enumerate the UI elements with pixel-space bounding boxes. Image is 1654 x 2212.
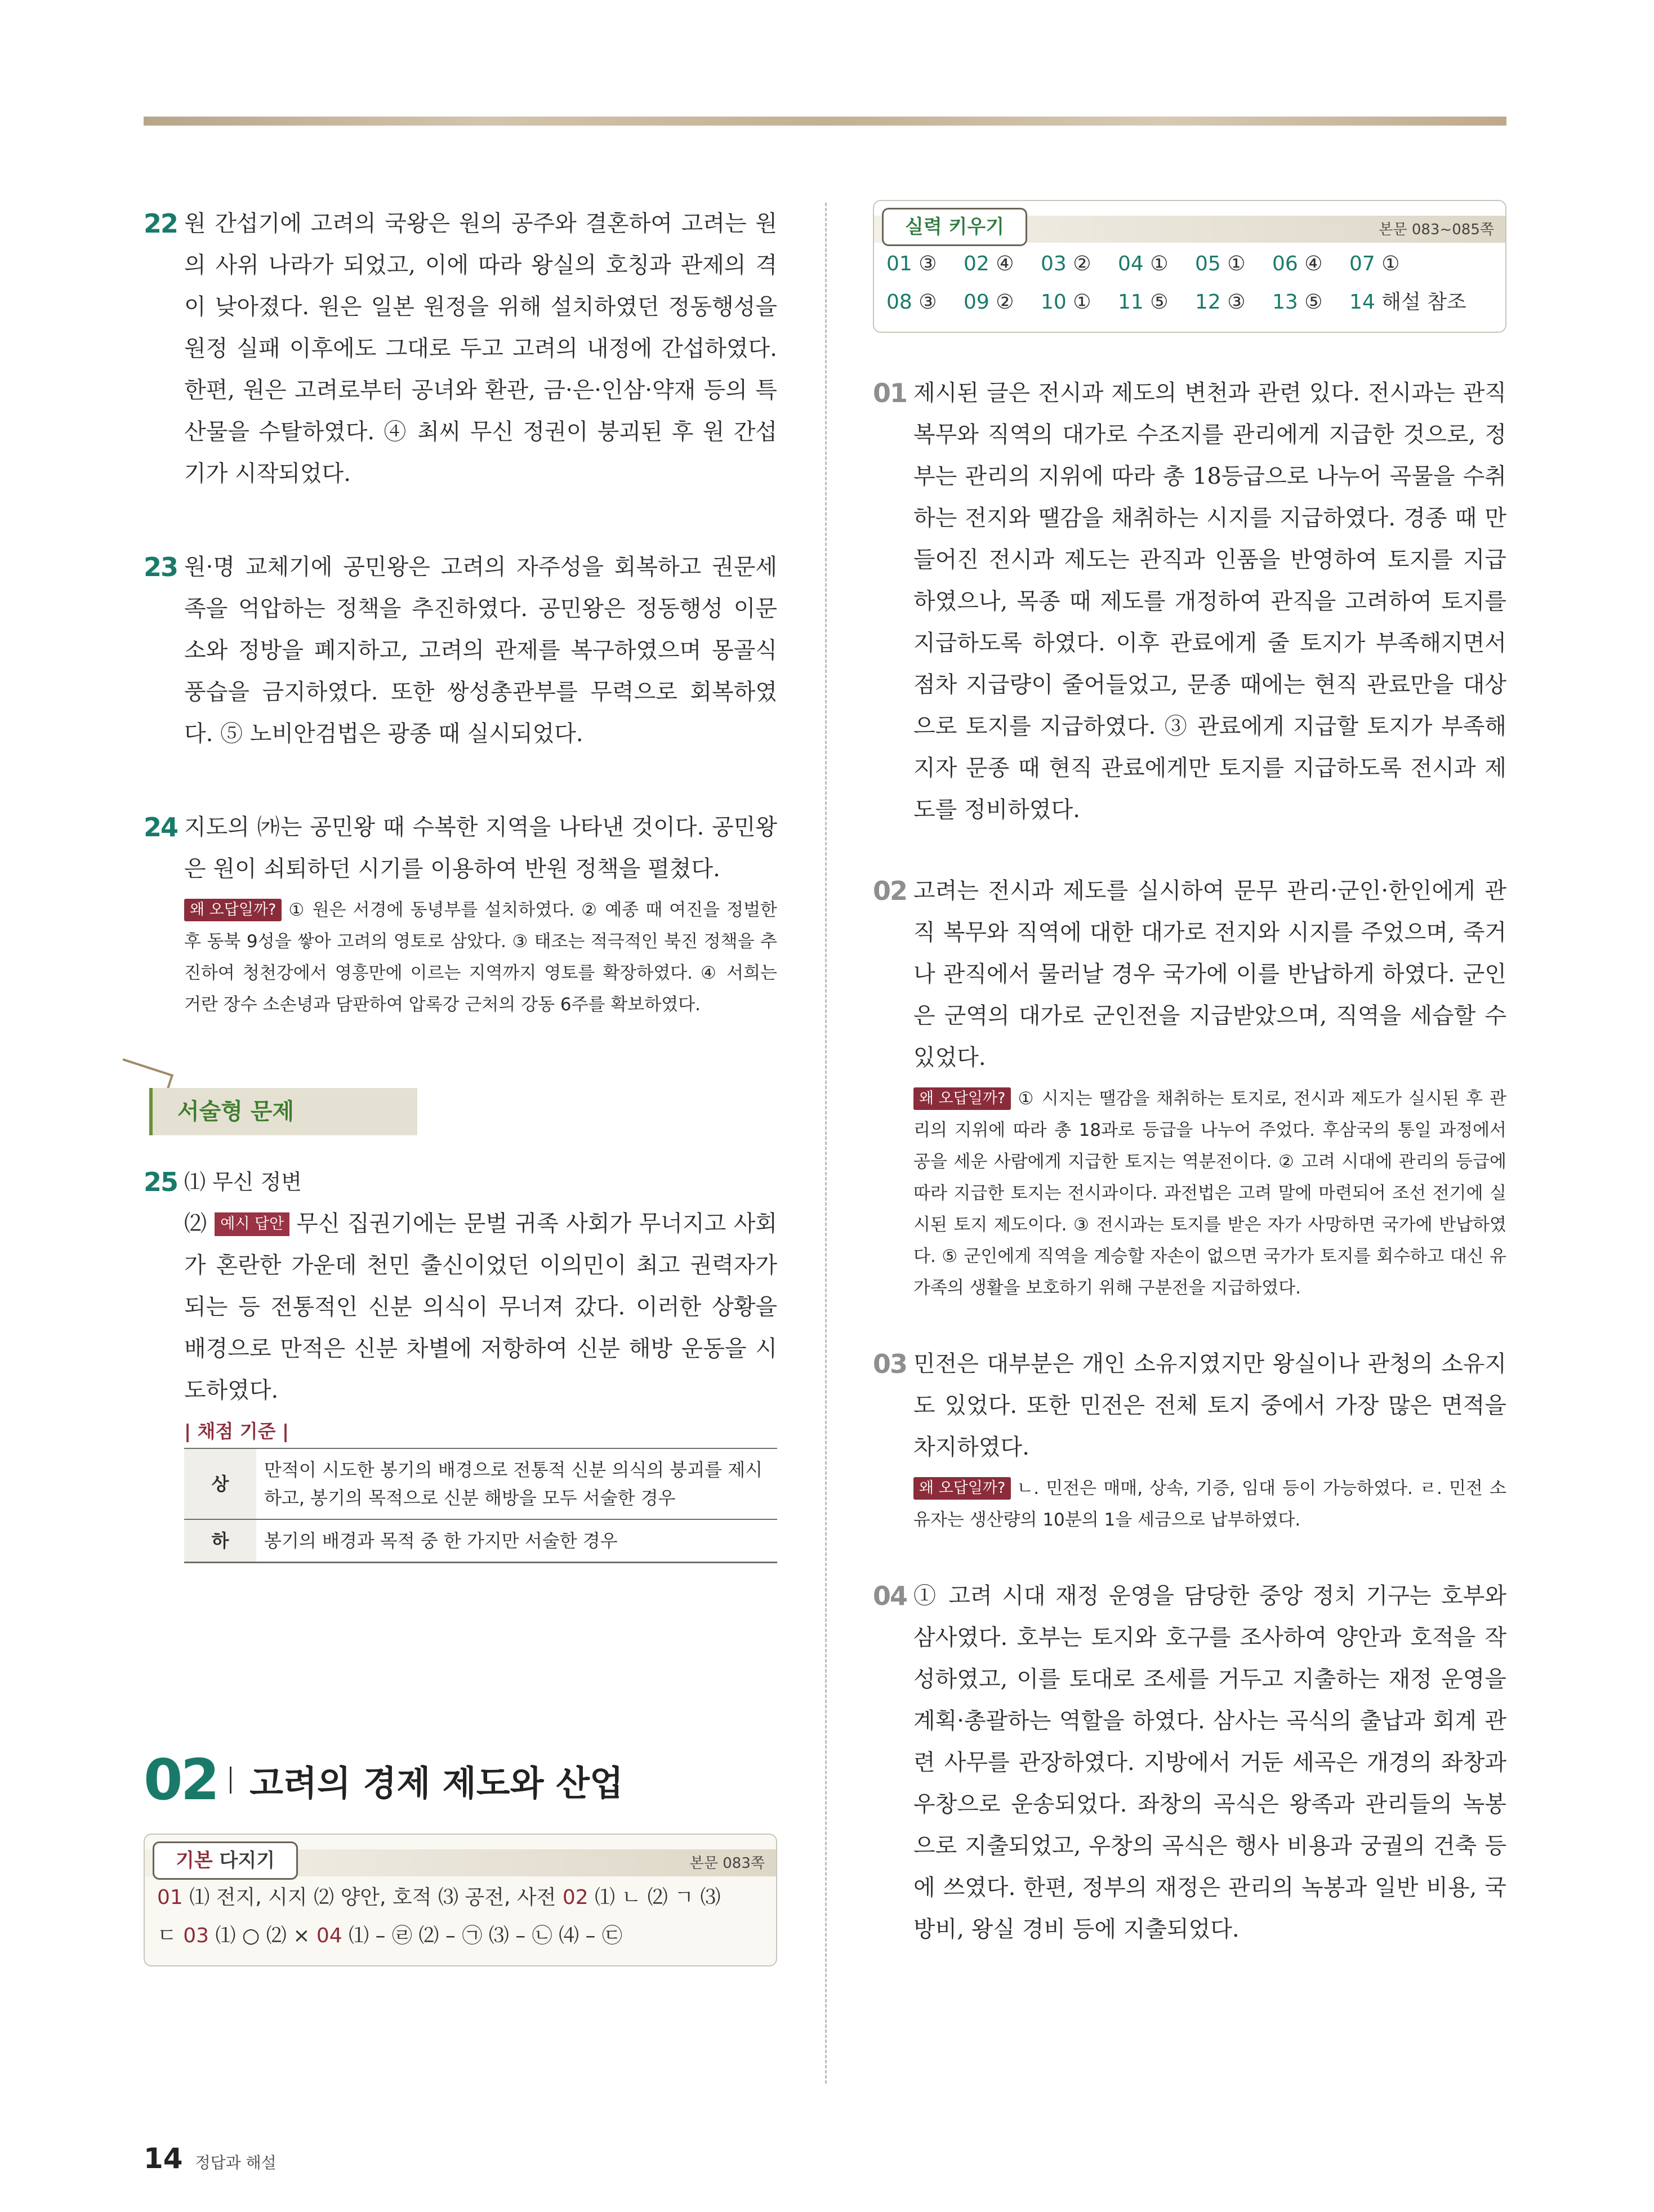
page-footer: [144, 2142, 277, 2175]
answer-03: [873, 1343, 1506, 1536]
answer-item: 13 ⑤: [1272, 291, 1323, 314]
column-divider: [825, 203, 827, 2084]
question-number: 24: [144, 812, 178, 842]
question-number: 04: [873, 1581, 907, 1611]
question-explanation: 제시된 글은 전시과 제도의 변천과 관련 있다. 전시과는 관직 복무와 직역의 대가로 수조지를 관리에게 지급한 것으로, 정부는 관리의 지위에 따라 총 18등급으로 나누어 곡물을 수취하는 전지와 땔감을 채취하는 시지를 지급하였다. 경종 때 만들어진 전시과 제도는 관직과 인품을 반영하여 토지를 지급하였으나, 목종 때 제도를 개정하여 관직을 고려하여 토지를 지급하도록 하였다. 이후 관료에게 줄 토지가 부족해지면서 점차 지급량이 줄어들었고, 문종 때에는 현직 관료만을 대상으로 토지를 지급하였다. ③ 관료에게 지급할 토지가 부족해지자 문종 때 현직 관료에게만 토지를 지급하도록 전시과 제도를 정비하였다.: [913, 380, 1506, 823]
answer-item: 09 ②: [964, 291, 1014, 314]
section-number: 02: [144, 1747, 218, 1813]
answer-item: 06 ④: [1272, 252, 1323, 275]
question-25: [144, 1161, 777, 1563]
question-number: 25: [144, 1167, 178, 1197]
answer-item: 10 ①: [1041, 291, 1091, 314]
criteria-level: 상: [184, 1448, 256, 1519]
answer-item: 07 ①: [1349, 252, 1400, 275]
question-explanation: 지도의 ㈎는 공민왕 때 수복한 지역을 나타낸 것이다. 공민왕은 원이 쇠퇴하던 시기를 이용하여 반원 정책을 펼쳤다.: [184, 814, 777, 882]
section-divider-bar: [230, 1767, 231, 1794]
example-answer-text: 무신 집권기에는 문벌 귀족 사회가 무너지고 사회가 혼란한 가운데 천민 출신이었던 이의민이 최고 권력자가 되는 등 전통적인 신분 의식이 무너져 갔다. 이러한 상황을 배경으로 만적은 신분 차별에 저항하여 신분 해방 운동을 시도하였다.: [184, 1211, 778, 1403]
section-title: 고려의 경제 제도와 산업: [249, 1762, 623, 1804]
basic-practice-box: [144, 1834, 777, 1966]
criteria-description: 봉기의 배경과 목적 중 한 가지만 서술한 경우: [256, 1519, 777, 1563]
question-explanation: 민전은 대부분은 개인 소유지였지만 왕실이나 관청의 소유지도 있었다. 또한 민전은 전체 토지 중에서 가장 많은 면적을 차지하였다.: [913, 1351, 1506, 1460]
question-number: 02: [873, 876, 907, 906]
box-label: 실력 키우기: [882, 208, 1027, 246]
answer-item: 05 ①: [1195, 252, 1246, 275]
answer-line: ㄷ 03 ⑴ ○ ⑵ × 04 ⑴ – ㉣ ⑵ – ㉠ ⑶ – ㉡ ⑷ – ㉢: [157, 1924, 622, 1947]
question-explanation: ① 고려 시대 재정 운영을 담당한 중앙 정치 기구는 호부와 삼사였다. 호부는 토지와 호구를 조사하여 양안과 호적을 작성하였고, 이를 토대로 조세를 거두고 지출하는 재정 운영을 계획·총괄하는 역할을 하였다. 삼사는 곡식의 출납과 회계 관련 사무를 관장하였다. 지방에서 거둔 세곡은 개경의 좌창과 우창으로 운송되었다. 좌창의 곡식은 왕족과 관리들의 녹봉으로 지출되었고, 우창의 곡식은 행사 비용과 궁궐의 건축 등에 쓰였다. 한편, 정부의 재정은 관리의 녹봉과 일반 비용, 국방비, 왕실 경비 등에 지출되었다.: [913, 1583, 1506, 1942]
answer-item: 01 ③: [886, 252, 937, 275]
wrong-answer-text: ① 원은 서경에 동녕부를 설치하였다. ② 예종 때 여진을 정벌한 후 동북 9성을 쌓아 고려의 영토로 삼았다. ③ 태조는 적극적인 북진 정책을 추진하여 청천강에서 영흥만에 이르는 지역까지 영토를 확장하였다. ④ 서희는 거란 장수 소손녕과 담판하여 압록강 근처의 강동 6주를 확보하였다.: [184, 900, 777, 1015]
question-24: [144, 806, 777, 1020]
basic-answers: [157, 1879, 764, 1955]
answer-part-1: ⑴ 무신 정변: [184, 1170, 302, 1194]
criteria-level: 하: [184, 1519, 256, 1563]
answer-02: [873, 870, 1506, 1304]
wrong-answer-note: [913, 1473, 1506, 1536]
page-reference: 본문 083쪽: [689, 1855, 765, 1872]
why-wrong-badge: 왜 오답일까?: [913, 1087, 1011, 1110]
footer-label: 정답과 해설: [195, 2153, 277, 2172]
answer-item: 04 ①: [1118, 252, 1169, 275]
page-number: 14: [144, 2142, 183, 2175]
essay-tag-label: 서술형 문제: [177, 1099, 295, 1125]
top-decorative-bar: [144, 117, 1506, 126]
wrong-answer-text: ㄴ. 민전은 매매, 상속, 기증, 임대 등이 가능하였다. ㄹ. 민전 소유자는 생산량의 10분의 1을 세금으로 납부하였다.: [913, 1478, 1506, 1530]
answer-item: 11 ⑤: [1118, 291, 1169, 314]
answer-grid: [886, 245, 1493, 322]
answer-item: 12 ③: [1195, 291, 1246, 314]
section-heading: [144, 1749, 777, 1811]
wrong-answer-note: [184, 894, 777, 1020]
answer-01: [873, 372, 1506, 831]
table-row: [184, 1448, 777, 1519]
essay-section-tag: [144, 1088, 777, 1150]
question-22: [144, 203, 777, 494]
question-23: [144, 546, 777, 755]
box-label: 기본 다지기: [153, 1841, 298, 1880]
question-number: 22: [144, 208, 178, 239]
answer-line: 01 ⑴ 전지, 시지 ⑵ 양안, 호적 ⑶ 공전, 사전 02 ⑴ ㄴ ⑵ ㄱ ⑶: [157, 1886, 721, 1909]
question-number: 23: [144, 552, 178, 582]
right-column: [873, 200, 1506, 1950]
question-number: 03: [873, 1349, 907, 1379]
why-wrong-badge: 왜 오답일까?: [913, 1477, 1011, 1500]
part-2-prefix: ⑵: [184, 1211, 207, 1237]
question-number: 01: [873, 378, 907, 408]
table-row: [184, 1519, 777, 1563]
left-column: [144, 203, 777, 1966]
answer-part-2: [184, 1203, 777, 1411]
answer-04: [873, 1575, 1506, 1950]
grading-criteria-title: | 채점 기준 |: [184, 1420, 289, 1442]
answer-item: 14 해설 참조: [1349, 291, 1466, 314]
question-explanation: 원 간섭기에 고려의 국왕은 원의 공주와 결혼하여 고려는 원의 사위 나라가 되었고, 이에 따라 왕실의 호칭과 관제의 격이 낮아졌다. 원은 일본 원정을 위해 설치하였던 정동행성을 원정 실패 이후에도 그대로 두고 고려의 내정에 간섭하였다. 한편, 원은 고려로부터 공녀와 환관, 금·은·인삼·약재 등의 특산물을 수탈하였다. ④ 최씨 무신 정권이 붕괴된 후 원 간섭기가 시작되었다.: [184, 211, 777, 487]
example-answer-badge: 예시 답안: [215, 1212, 289, 1236]
answer-item: 08 ③: [886, 291, 937, 314]
wrong-answer-note: [913, 1083, 1506, 1304]
answer-item: 02 ④: [964, 252, 1014, 275]
practice-answer-box: [873, 200, 1506, 333]
why-wrong-badge: 왜 오답일까?: [184, 899, 282, 921]
page-reference: 본문 083~085쪽: [1379, 221, 1494, 238]
criteria-description: 만적이 시도한 봉기의 배경으로 전통적 신분 의식의 붕괴를 제시하고, 봉기의 목적으로 신분 해방을 모두 서술한 경우: [256, 1448, 777, 1519]
answer-item: 03 ②: [1041, 252, 1091, 275]
question-explanation: 고려는 전시과 제도를 실시하여 문무 관리·군인·한인에게 관직 복무와 직역에 대한 대가로 전지와 시지를 주었으며, 죽거나 관직에서 물러날 경우 국가에 이를 반납하게 하였다. 군인은 군역의 대가로 군인전을 지급받았으며, 직역을 세습할 수 있었다.: [913, 878, 1506, 1071]
wrong-answer-text: ① 시지는 땔감을 채취하는 토지로, 전시과 제도가 실시된 후 관리의 지위에 따라 총 18과로 등급을 나누어 주었다. 후삼국의 통일 과정에서 공을 세운 사람에게 지급한 토지는 역분전이다. ② 고려 시대에 관리의 등급에 따라 지급한 토지는 전시과이다. 과전법은 고려 말에 마련되어 조선 전기에 실시된 토지 제도이다. ③ 전시과는 토지를 받은 자가 사망하면 국가에 반납하였다. ⑤ 군인에게 직역을 계승할 자손이 없으면 국가가 토지를 회수하고 대신 유가족의 생활을 보호하기 위해 구분전을 지급하였다.: [913, 1089, 1506, 1298]
grading-criteria-table: [184, 1448, 777, 1563]
question-explanation: 원·명 교체기에 공민왕은 고려의 자주성을 회복하고 권문세족을 억압하는 정책을 추진하였다. 공민왕은 정동행성 이문소와 정방을 폐지하고, 고려의 관제를 복구하였으며 몽골식 풍습을 금지하였다. 또한 쌍성총관부를 무력으로 회복하였다. ⑤ 노비안검법은 광종 때 실시되었다.: [184, 554, 777, 747]
